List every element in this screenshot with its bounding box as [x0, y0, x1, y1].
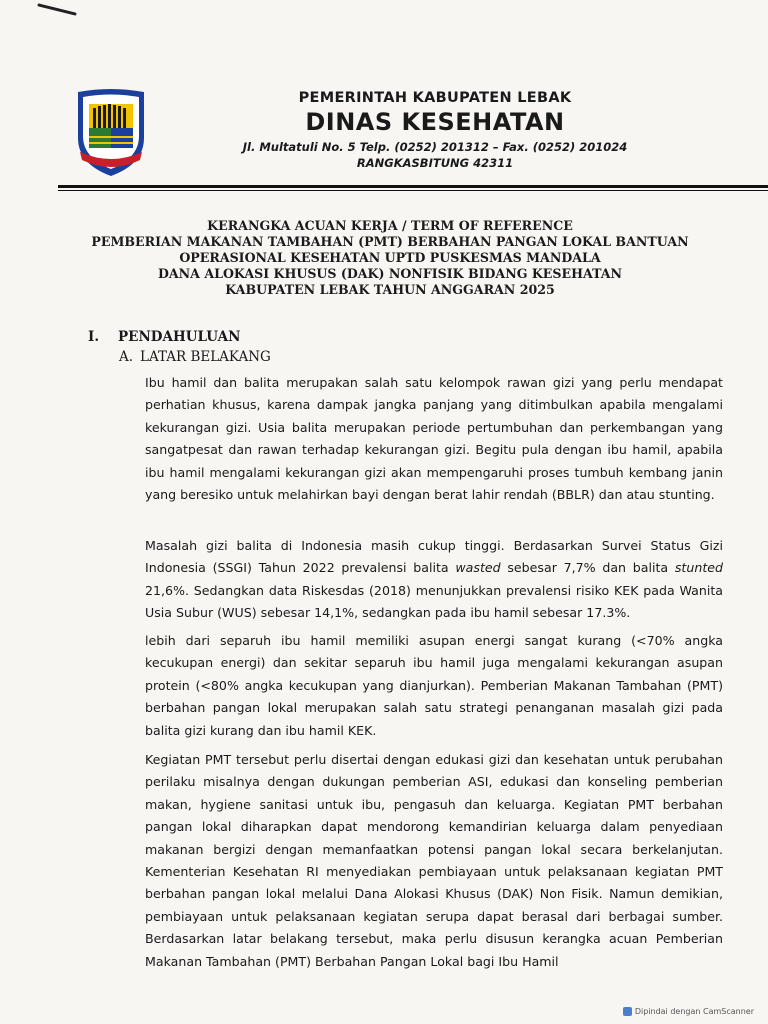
letterhead: [0, 0, 768, 200]
subsection-title: LATAR BELAKANG: [140, 349, 271, 365]
p2-text-b: sebesar 7,7% dan balita: [500, 560, 675, 576]
section-number: I.: [88, 329, 100, 345]
title-line: KERANGKA ACUAN KERJA / TERM OF REFERENCE: [207, 218, 573, 233]
address: Jl. Multatuli No. 5 Telp. (0252) 201312 – Fax. (0252) 201024: [242, 140, 628, 154]
header-rule-thin: [58, 190, 768, 191]
camscanner-icon: [623, 1007, 632, 1016]
p2-stunted: stunted: [674, 560, 724, 576]
paragraph-1: Ibu hamil dan balita merupakan salah satu kelompok rawan gizi yang perlu mendapat perhatian khusus, karena dampak jangka panjang yang ditimbulkan apabila mengalami kekurangan gizi. Usia balita merupakan periode pertumbuhan dan perkembangan yang sangatpesat dan rawan terhadap kekurangan gizi. Begitu pula dengan ibu hamil, apabila ibu hamil mengalami kekurangan gizi akan mempengaruhi proses tumbuh kembang janin yang beresiko untuk melahirkan bayi dengan berat lahir rendah (BBLR) dan atau stunting.: [145, 375, 723, 503]
paragraph-3: lebih dari separuh ibu hamil memiliki asupan energi sangat kurang (<70% angka kecukupan energi) dan sekitar separuh ibu hamil juga mengalami kekurangan asupan protein (<80% angka kecukupan yang dianjurkan). Pemberian Makanan Tambahan (PMT) berbahan pangan lokal merupakan salah satu strategi penanganan masalah gizi pada balita gizi kurang dan ibu hamil KEK.: [145, 633, 723, 738]
camscanner-watermark: [623, 1007, 754, 1016]
gov-name: PEMERINTAH KABUPATEN LEBAK: [298, 90, 572, 106]
p2-text-a: Masalah gizi balita di Indonesia masih cukup tinggi. Berdasarkan Survei Status Gizi Indonesia (SSGI) Tahun 2022 prevalensi balita: [145, 538, 723, 576]
paragraph-2: [145, 535, 723, 625]
p2-wasted: wasted: [455, 560, 501, 576]
p2-text-c: 21,6%. Sedangkan data Riskesdas (2018) menunjukkan prevalensi risiko KEK pada Wanita Usia Subur (WUS) sebesar 14,1%, sedangkan pada ibu hamil sebesar 17.3%.: [145, 582, 723, 621]
subsection-heading: [119, 349, 271, 365]
watermark-text: Dipindai dengan CamScanner: [634, 1007, 754, 1016]
title-line: OPERASIONAL KESEHATAN UPTD PUSKESMAS MANDALA: [179, 250, 601, 265]
title-line: PEMBERIAN MAKANAN TAMBAHAN (PMT) BERBAHAN PANGAN LOKAL BANTUAN: [91, 234, 689, 249]
dept-name: DINAS KESEHATAN: [305, 108, 565, 136]
section-heading: [88, 329, 240, 345]
title-line: KABUPATEN LEBAK TAHUN ANGGARAN 2025: [225, 282, 555, 297]
city: RANGKASBITUNG 42311: [356, 156, 514, 170]
header-rule-thick: [58, 185, 768, 188]
section-title: PENDAHULUAN: [118, 329, 241, 345]
title-line: DANA ALOKASI KHUSUS (DAK) NONFISIK BIDANG KESEHATAN: [157, 266, 623, 281]
paragraph-4: Kegiatan PMT tersebut perlu disertai dengan edukasi gizi dan kesehatan untuk perubahan perilaku misalnya dengan dukungan pemberian ASI, edukasi dan konseling pemberian makan, hygiene sanitasi untuk ibu, pengasuh dan keluarga. Kegiatan PMT berbahan pangan lokal diharapkan dapat mendorong kemandirian keluarga dalam penyediaan makanan bergizi dengan memanfaatkan potensi pangan lokal secara berkelanjutan. Kementerian Kesehatan RI menyediakan pembiayaan untuk pelaksanaan kegiatan PMT berbahan pangan lokal melalui Dana Alokasi Khusus (DAK) Non Fisik. Namun demikian, pembiayaan untuk pelaksanaan kegiatan serupa dapat berasal dari berbagai sumber. Berdasarkan latar belakang tersebut, maka perlu disusun kerangka acuan Pemberian Makanan Tambahan (PMT) Berbahan Pangan Lokal bagi Ibu Hamil: [145, 752, 723, 969]
subsection-number: A.: [119, 349, 134, 365]
document-title: [80, 218, 700, 298]
kabupaten-lebak-logo: [72, 86, 150, 178]
